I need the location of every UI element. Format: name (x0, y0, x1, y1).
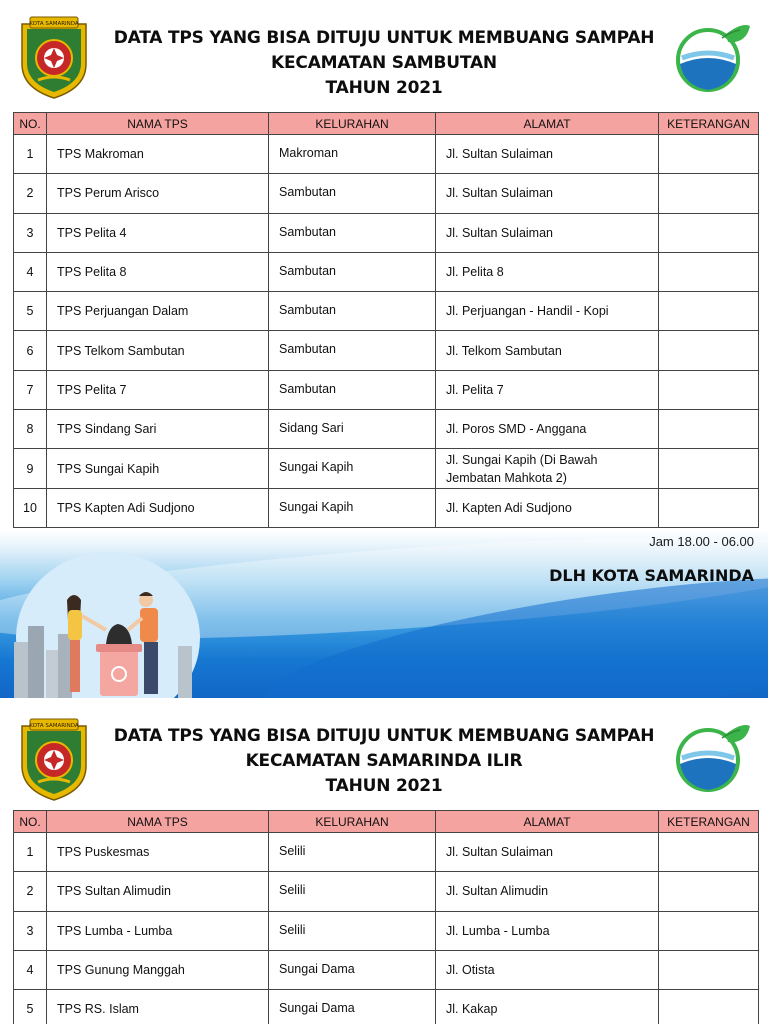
cell-no: 2 (14, 174, 47, 213)
table-row (14, 213, 759, 252)
col-header-keterangan: KETERANGAN (659, 113, 759, 135)
tps-table-sambutan (13, 112, 759, 528)
col-header-no: NO. (14, 811, 47, 833)
cell-kelurahan: Sambutan (269, 213, 436, 252)
cell-nama-tps: TPS Makroman (47, 135, 269, 174)
cell-nama-tps: TPS Puskesmas (47, 833, 269, 872)
cell-keterangan (659, 488, 759, 527)
col-header-no: NO. (14, 113, 47, 135)
cell-alamat: Jl. Perjuangan - Handil - Kopi (436, 292, 659, 331)
col-header-nama-tps: NAMA TPS (47, 113, 269, 135)
cell-nama-tps: TPS Gunung Manggah (47, 950, 269, 989)
operating-hours: Jam 18.00 - 06.00 (649, 534, 754, 549)
col-header-kelurahan: KELURAHAN (269, 113, 436, 135)
cell-nama-tps: TPS Sultan Alimudin (47, 872, 269, 911)
table-row (14, 488, 759, 527)
cell-kelurahan: Selili (269, 833, 436, 872)
cell-alamat: Jl. Sultan Sulaiman (436, 135, 659, 174)
table-row (14, 911, 759, 950)
table-row (14, 449, 759, 488)
cell-no: 3 (14, 911, 47, 950)
poster-header (0, 712, 768, 822)
cell-no: 3 (14, 213, 47, 252)
cell-no: 5 (14, 292, 47, 331)
cell-keterangan (659, 213, 759, 252)
cell-keterangan (659, 370, 759, 409)
cell-kelurahan: Selili (269, 872, 436, 911)
poster-footer (0, 530, 768, 698)
cell-nama-tps: TPS Pelita 8 (47, 252, 269, 291)
kota-samarinda-crest-icon (16, 14, 92, 100)
cell-keterangan (659, 833, 759, 872)
cell-no: 5 (14, 990, 47, 1024)
cell-nama-tps: TPS Telkom Sambutan (47, 331, 269, 370)
cell-kelurahan: Sambutan (269, 331, 436, 370)
col-header-alamat: ALAMAT (436, 113, 659, 135)
cell-no: 4 (14, 950, 47, 989)
cell-no: 9 (14, 449, 47, 488)
cell-no: 4 (14, 252, 47, 291)
table-row (14, 872, 759, 911)
cell-nama-tps: TPS Sindang Sari (47, 410, 269, 449)
table-row (14, 292, 759, 331)
cell-alamat: Jl. Lumba - Lumba (436, 911, 659, 950)
cell-keterangan (659, 872, 759, 911)
title-line-1: DATA TPS YANG BISA DITUJU UNTUK MEMBUANG SAMPAH (113, 28, 655, 48)
cell-keterangan (659, 331, 759, 370)
cell-keterangan (659, 252, 759, 291)
table-row (14, 833, 759, 872)
table-row (14, 990, 759, 1024)
col-header-kelurahan: KELURAHAN (269, 811, 436, 833)
title-line-1: DATA TPS YANG BISA DITUJU UNTUK MEMBUANG SAMPAH (113, 726, 655, 746)
table-row (14, 370, 759, 409)
eco-leaf-globe-icon (672, 718, 752, 796)
cell-nama-tps: TPS Lumba - Lumba (47, 911, 269, 950)
cell-no: 1 (14, 135, 47, 174)
title-line-kecamatan: KECAMATAN SAMBUTAN (271, 53, 497, 73)
col-header-nama-tps: NAMA TPS (47, 811, 269, 833)
page-separator (0, 698, 768, 712)
cell-kelurahan: Sambutan (269, 252, 436, 291)
cell-kelurahan: Sambutan (269, 292, 436, 331)
cell-no: 8 (14, 410, 47, 449)
cell-kelurahan: Selili (269, 911, 436, 950)
crest-banner-text: KOTA SAMARINDA (29, 723, 79, 729)
col-header-alamat: ALAMAT (436, 811, 659, 833)
title-line-year: TAHUN 2021 (325, 776, 443, 796)
table-row (14, 135, 759, 174)
cell-kelurahan: Sungai Kapih (269, 449, 436, 488)
poster-title (96, 724, 672, 799)
cell-alamat: Jl. Kakap (436, 990, 659, 1024)
eco-leaf-globe-icon (672, 18, 752, 96)
col-header-keterangan: KETERANGAN (659, 811, 759, 833)
table-row (14, 410, 759, 449)
tps-table-samarinda-ilir (13, 810, 759, 1024)
cell-keterangan (659, 950, 759, 989)
cell-nama-tps: TPS Perjuangan Dalam (47, 292, 269, 331)
table-row (14, 331, 759, 370)
title-line-kecamatan: KECAMATAN SAMARINDA ILIR (245, 751, 523, 771)
cell-kelurahan: Sambutan (269, 370, 436, 409)
cell-nama-tps: TPS Sungai Kapih (47, 449, 269, 488)
cell-alamat: Jl. Pelita 7 (436, 370, 659, 409)
cell-alamat: Jl. Kapten Adi Sudjono (436, 488, 659, 527)
title-line-year: TAHUN 2021 (325, 78, 443, 98)
poster-header (0, 0, 768, 110)
cell-alamat: Jl. Sultan Sulaiman (436, 833, 659, 872)
cell-kelurahan: Sungai Dama (269, 990, 436, 1024)
cell-nama-tps: TPS Perum Arisco (47, 174, 269, 213)
cell-kelurahan: Sungai Kapih (269, 488, 436, 527)
cell-nama-tps: TPS Pelita 4 (47, 213, 269, 252)
cell-alamat: Jl. Pelita 8 (436, 252, 659, 291)
cell-nama-tps: TPS Kapten Adi Sudjono (47, 488, 269, 527)
cell-no: 10 (14, 488, 47, 527)
kota-samarinda-crest-icon (16, 716, 92, 802)
cell-no: 2 (14, 872, 47, 911)
crest-banner-text: KOTA SAMARINDA (29, 21, 79, 27)
cell-no: 6 (14, 331, 47, 370)
cell-no: 7 (14, 370, 47, 409)
cell-nama-tps: TPS Pelita 7 (47, 370, 269, 409)
cell-nama-tps: TPS RS. Islam (47, 990, 269, 1024)
table-row (14, 174, 759, 213)
cell-alamat: Jl. Telkom Sambutan (436, 331, 659, 370)
cell-keterangan (659, 410, 759, 449)
cell-alamat: Jl. Sultan Alimudin (436, 872, 659, 911)
agency-name: DLH KOTA SAMARINDA (549, 566, 754, 585)
cell-kelurahan: Makroman (269, 135, 436, 174)
cell-keterangan (659, 449, 759, 488)
cell-keterangan (659, 174, 759, 213)
cell-keterangan (659, 292, 759, 331)
cell-alamat: Jl. Poros SMD - Anggana (436, 410, 659, 449)
table-row (14, 950, 759, 989)
people-recycling-illustration-icon (8, 546, 204, 698)
poster-title (96, 26, 672, 101)
cell-keterangan (659, 990, 759, 1024)
table-header-row (14, 113, 759, 135)
cell-keterangan (659, 135, 759, 174)
cell-kelurahan: Sidang Sari (269, 410, 436, 449)
table-row (14, 252, 759, 291)
cell-kelurahan: Sambutan (269, 174, 436, 213)
cell-kelurahan: Sungai Dama (269, 950, 436, 989)
poster-samarinda-ilir (0, 712, 768, 1024)
cell-alamat: Jl. Sultan Sulaiman (436, 213, 659, 252)
cell-keterangan (659, 911, 759, 950)
cell-alamat: Jl. Sungai Kapih (Di Bawah Jembatan Mahkota 2) (436, 449, 659, 488)
table-header-row (14, 811, 759, 833)
cell-no: 1 (14, 833, 47, 872)
cell-alamat: Jl. Otista (436, 950, 659, 989)
cell-alamat: Jl. Sultan Sulaiman (436, 174, 659, 213)
